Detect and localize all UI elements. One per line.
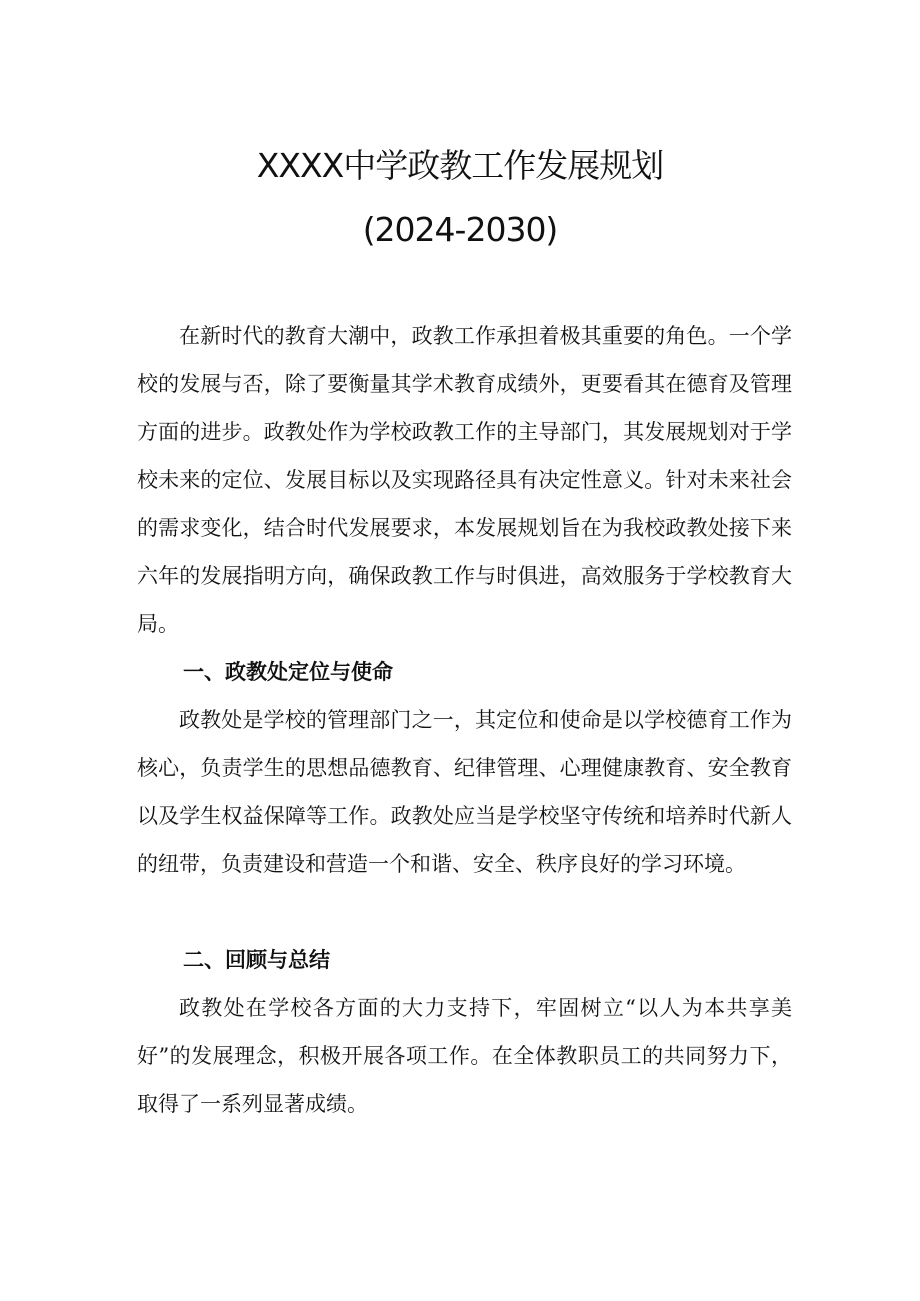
section-heading-positioning: 一、政教处定位与使命	[183, 660, 393, 684]
document-title: XXXX中学政教工作发展规划	[256, 146, 664, 185]
section-paragraph-review: 政教处在学校各方面的大力支持下，牢固树立“以人为本共享美好”的发展理念，积极开展各项工作。在全体教职员工的共同努力下，取得了一系列显著成绩。	[137, 996, 792, 1116]
section-heading-review: 二、回顾与总结	[183, 948, 330, 972]
section-paragraph-positioning: 政教处是学校的管理部门之一，其定位和使命是以学校德育工作为核心，负责学生的思想品德教育、纪律管理、心理健康教育、安全教育以及学生权益保障等工作。政教处应当是学校坚守传统和培养时代新人的纽带，负责建设和营造一个和谐、安全、秩序良好的学习环境。	[137, 708, 792, 876]
intro-paragraph: 在新时代的教育大潮中，政教工作承担着极其重要的角色。一个学校的发展与否，除了要衡量其学术教育成绩外，更要看其在德育及管理方面的进步。政教处作为学校政教工作的主导部门，其发展规划对于学校未来的定位、发展目标以及实现路径具有决定性意义。针对未来社会的需求变化，结合时代发展要求，本发展规划旨在为我校政教处接下来六年的发展指明方向，确保政教工作与时俱进，高效服务于学校教育大局。	[137, 324, 792, 636]
document-subtitle: (2024-2030)	[362, 210, 558, 249]
